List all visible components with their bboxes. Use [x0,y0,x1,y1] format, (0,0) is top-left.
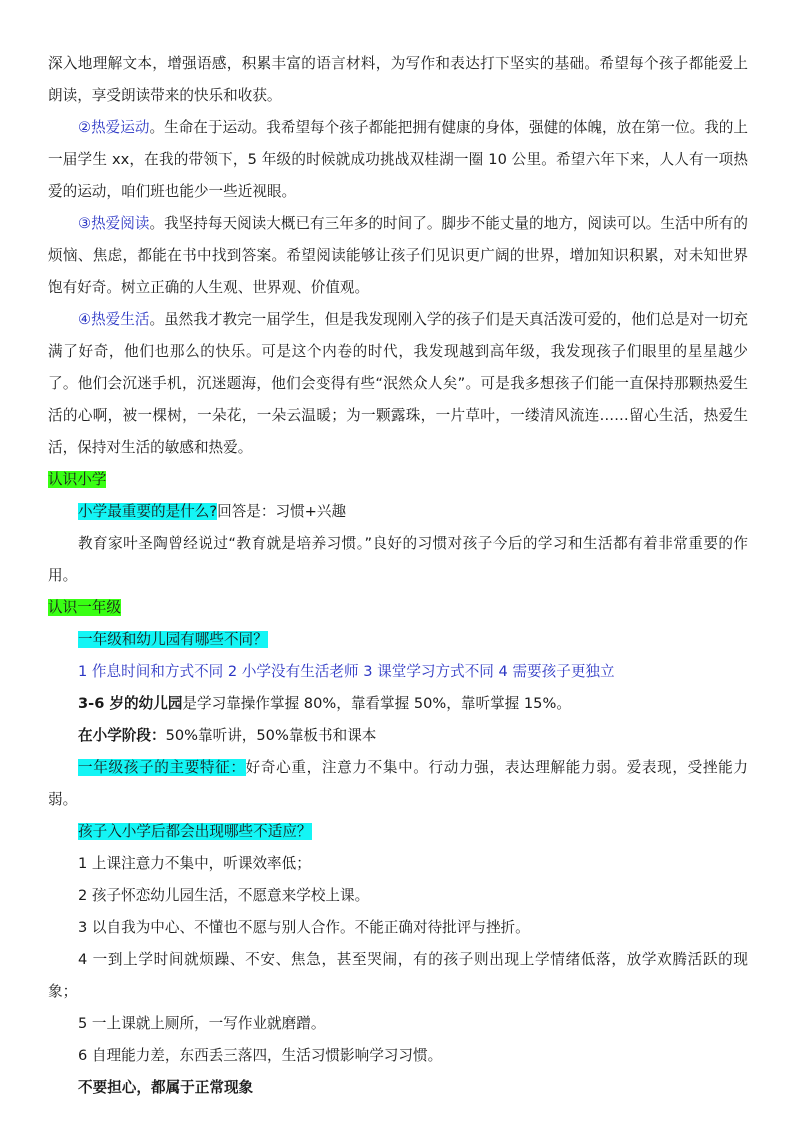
point-love-life: ④热爱生活 [78,311,150,328]
question-difference [78,624,748,656]
paragraph-love-reading [48,208,748,304]
section-title-first-grade [48,592,748,624]
question-difference-text: 一年级和幼儿园有哪些不同？ [78,631,268,648]
point-love-life-text: 。虽然我才教完一届学生，但是我发现刚入学的孩子们是天真活泼可爱的，他们总是对一切充满了好奇，他们也那么的快乐。可是这个内卷的时代，我发现越到高年级，我发现孩子们眼里的星星越少了。他们会沉迷手机，沉迷题海，他们会变得有些“泯然众人矣”。可是我多想孩子们能一直保持那颗热爱生活的心啊，被一棵树，一朵花，一朵云温暖；为一颗露珠，一片草叶，一缕清风流连……留心生活，热爱生活，保持对生活的敏感和热爱。 [48,311,748,456]
section-title-primary-school-text: 认识小学 [48,471,107,488]
section-title-primary-school [48,464,748,496]
question-maladjustment [78,816,748,848]
conclusion: 不要担心，都属于正常现象 [78,1079,254,1096]
kindergarten-text: 是学习靠操作掌握 80%，靠看掌握 50%，靠听掌握 15%。 [182,695,571,712]
paragraph-reading-benefits: 深入地理解文本，增强语感，积累丰富的语言材料，为写作和表达打下坚实的基础。希望每个孩子都能爱上朗读，享受朗读带来的快乐和收获。 [48,55,748,104]
list-item: 4 一到上学时间就烦躁、不安、焦急，甚至哭闹，有的孩子则出现上学情绪低落，放学欢腾活跃的现象； [48,951,748,1000]
list-item: 2 孩子怀恋幼儿园生活，不愿意来学校上课。 [78,887,370,904]
primary-learning [78,720,748,752]
differences-list: 1 作息时间和方式不同 2 小学没有生活老师 3 课堂学习方式不同 4 需要孩子更独立 [78,663,615,680]
list-item: 6 自理能力差，东西丢三落四，生活习惯影响学习习惯。 [78,1047,443,1064]
point-love-reading: ③热爱阅读 [78,215,150,232]
point-love-reading-text: 。我坚持每天阅读大概已有三年多的时间了。脚步不能丈量的地方，阅读可以。生活中所有的烦恼、焦虑，都能在书中找到答案。希望阅读能够让孩子们见识更广阔的世界，增加知识积累，对未知世界饱有好奇。树立正确的人生观、世界观、价值观。 [48,215,748,296]
question-most-important [78,496,748,528]
question-most-important-text: 小学最重要的是什么? [78,503,218,520]
paragraph-love-sports [48,112,748,208]
first-grade-features-text: 好奇心重，注意力不集中。行动力强，表达理解能力弱。爱表现，受挫能力弱。 [48,759,748,808]
section-title-first-grade-text: 认识一年级 [48,599,121,616]
primary-label: 在小学阶段： [78,727,166,744]
list-item: 1 上课注意力不集中，听课效率低； [78,855,311,872]
point-love-sports-text: 。生命在于运动。我希望每个孩子都能把拥有健康的身体，强健的体魄，放在第一位。我的上一届学生 xx，在我的带领下，5 年级的时候就成功挑战双桂湖一圈 10 公里。希望六年下来，人人有一项热爱的运动，咱们班也能少一些近视眼。 [48,119,748,200]
list-item: 5 一上课就上厕所，一写作业就磨蹭。 [78,1015,326,1032]
list-item: 3 以自我为中心、不懂也不愿与别人合作。不能正确对待批评与挫折。 [78,919,530,936]
answer-most-important: 回答是：习惯+兴趣 [217,503,347,520]
point-love-sports: ②热爱运动 [78,119,150,136]
first-grade-features [48,752,748,816]
kindergarten-learning [78,688,748,720]
primary-text: 50%靠听讲，50%靠板书和课本 [165,727,377,744]
question-maladjustment-text: 孩子入小学后都会出现哪些不适应？ [78,823,312,840]
kindergarten-label: 3-6 岁的幼儿园 [78,695,183,712]
first-grade-features-label: 一年级孩子的主要特征： [78,759,246,776]
paragraph-education-quote: 教育家叶圣陶曾经说过“教育就是培养习惯。”良好的习惯对孩子今后的学习和生活都有着非常重要的作用。 [48,535,748,584]
paragraph-love-life [48,304,748,464]
